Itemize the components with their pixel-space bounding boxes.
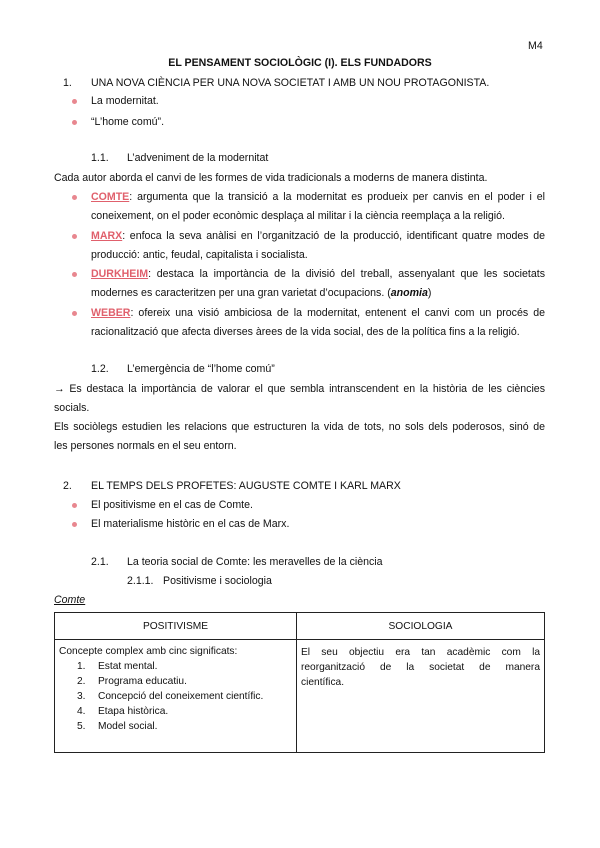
numbered-list <box>59 659 292 734</box>
subsection-1-1-heading: L’adveniment de la modernitat <box>127 152 269 164</box>
author-text: : destaca la importància de la divisió del treball, assenyalant que les societats <box>148 268 545 280</box>
table-cell-positivisme <box>55 640 297 753</box>
section-1-heading: UNA NOVA CIÈNCIA PER UNA NOVA SOCIETAT I AMB UN NOU PROTAGONISTA. <box>91 77 490 89</box>
emphasis-term: anomia <box>390 287 428 299</box>
list-item: 5. Model social. <box>77 721 158 732</box>
paragraph-cont: socials. <box>54 402 90 414</box>
list-item: El materialisme històric en el cas de Marx. <box>91 518 290 530</box>
bullet-icon <box>72 311 77 316</box>
author-item-weber <box>91 307 545 320</box>
paragraph: Cada autor aborda el canvi de les formes de vida tradicionals a moderns de manera distinta. <box>54 172 488 184</box>
subsection-2-1-number: 2.1. <box>91 556 109 568</box>
paragraph-cont: les persones normals en el seu entorn. <box>54 440 237 452</box>
list-item: 2. Programa educatiu. <box>77 676 187 687</box>
bullet-icon <box>72 195 77 200</box>
subsection-2-1-1-number: 2.1.1. <box>127 575 154 587</box>
section-1-number: 1. <box>63 77 72 89</box>
subsection-2-1-1-heading: Positivisme i sociologia <box>163 575 272 587</box>
author-item-durkheim <box>91 268 545 281</box>
author-text-cont: racionalització que afecta diverses àrees de la vida social, des de la política fins a la religió. <box>91 326 520 338</box>
author-name: MARX <box>91 230 123 242</box>
section-2-number: 2. <box>63 480 72 492</box>
author-name: WEBER <box>91 307 131 319</box>
list-item: La modernitat. <box>91 95 159 107</box>
subsection-1-2-number: 1.2. <box>91 363 109 375</box>
list-item: El positivisme en el cas de Comte. <box>91 499 253 511</box>
subsection-1-2-heading: L’emergència de “l’home comú” <box>127 363 275 375</box>
author-item-comte <box>91 191 545 204</box>
cell-intro: Concepte complex amb cinc significats: <box>59 646 238 657</box>
list-item: 4. Etapa històrica. <box>77 706 169 717</box>
author-name: COMTE <box>91 191 130 203</box>
cell-text: científica. <box>301 677 345 688</box>
bullet-icon <box>72 522 77 527</box>
author-text: : enfoca la seva anàlisi en l’organització de la producció, identificant quatre modes de <box>122 230 545 242</box>
table-cell-sociologia <box>297 640 545 753</box>
table-header: SOCIOLOGIA <box>297 613 545 640</box>
bullet-icon <box>72 272 77 277</box>
section-2-heading: EL TEMPS DELS PROFETES: AUGUSTE COMTE I KARL MARX <box>91 480 401 492</box>
comte-label: Comte <box>54 594 86 606</box>
author-text: : argumenta que la transició a la modernitat es produeix per canvis en el poder i el <box>129 191 545 203</box>
subsection-1-1-number: 1.1. <box>91 152 109 164</box>
cell-text: reorganització de la societat de manera <box>301 662 540 673</box>
list-item: 3. Concepció del coneixement científic. <box>77 691 264 702</box>
cell-text: El seu objectiu era tan acadèmic com la <box>301 647 540 658</box>
page-title: EL PENSAMENT SOCIOLÒGIC (I). ELS FUNDADORS <box>168 57 432 69</box>
table-header: POSITIVISME <box>55 613 297 640</box>
bullet-icon <box>72 234 77 239</box>
author-text: : ofereix una visió ambiciosa de la modernitat, entenent el canvi com un procés de <box>130 307 545 319</box>
paragraph: Els sociòlegs estudien les relacions que estructuren la vida de tots, no sols dels poderosos, sinó de <box>54 421 545 433</box>
bullet-icon <box>72 120 77 125</box>
bullet-icon <box>72 99 77 104</box>
author-item-marx <box>91 230 545 243</box>
paragraph: → Es destaca la importància de valorar el que sembla intranscendent en la història de les ciències <box>54 383 545 395</box>
subsection-2-1-heading: La teoria social de Comte: les meravelles de la ciència <box>127 556 383 568</box>
author-text-cont: producció: antic, feudal, capitalista i socialista. <box>91 249 308 261</box>
author-text-cont: coneixement, on el poder econòmic desplaça al militar i la ciència reemplaça a la religió. <box>91 210 505 222</box>
comparison-table <box>54 612 545 753</box>
author-text-cont: modernes es caracteritzen per una gran varietat d’ocupacions. (anomia) <box>91 287 432 299</box>
list-item: 1. Estat mental. <box>77 661 158 672</box>
author-name: DURKHEIM <box>91 268 149 280</box>
bullet-icon <box>72 503 77 508</box>
page-tag: M4 <box>528 40 543 52</box>
list-item: “L’home comú”. <box>91 116 165 128</box>
